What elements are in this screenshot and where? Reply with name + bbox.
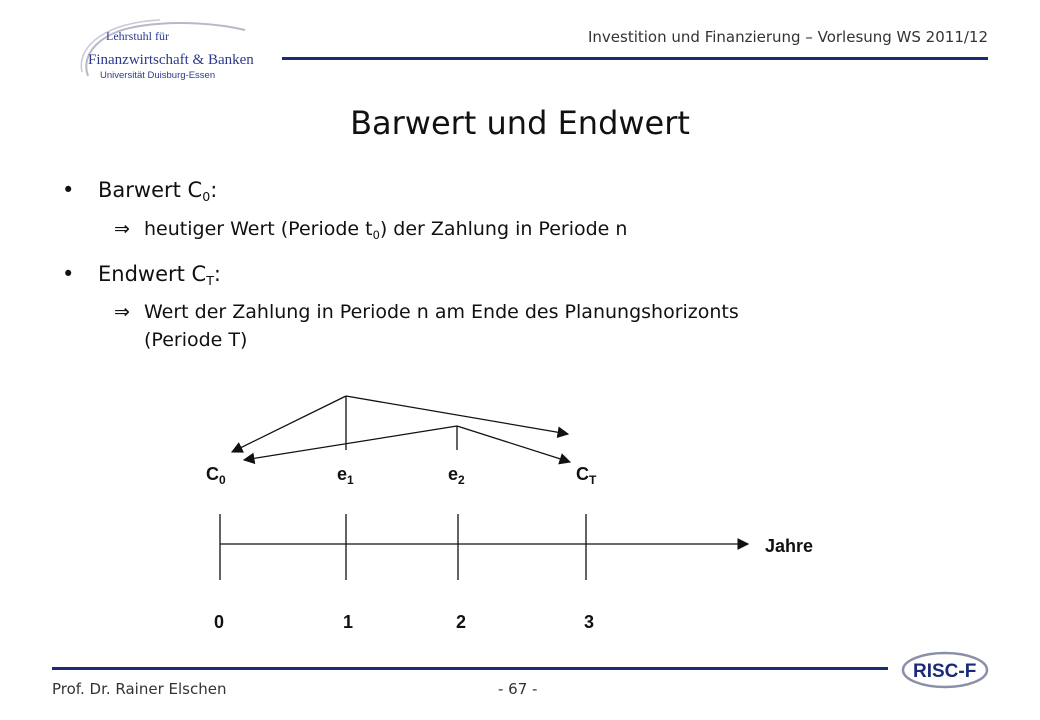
logo-line2: Finanzwirtschaft & Banken	[88, 52, 254, 68]
tick-label-1: 1	[343, 612, 354, 632]
bullet-endwert-label: Endwert C	[98, 262, 207, 286]
page-number: - 67 -	[498, 680, 538, 698]
sub-endwert-line1	[114, 301, 739, 323]
risc-f-logo	[900, 650, 990, 690]
label-ct: $C_T$	[576, 464, 597, 487]
bullet-dot-icon: •	[62, 262, 75, 286]
implies-arrow-icon: ⇒	[114, 218, 130, 240]
label-e2: $e_2$	[448, 464, 465, 487]
header-divider	[282, 57, 988, 60]
bullet-endwert-label-sub: T	[206, 273, 214, 288]
slide-title: Barwert und Endwert	[350, 104, 690, 142]
implies-arrow-icon: ⇒	[114, 301, 130, 323]
timeline-svg	[190, 390, 850, 640]
e1-to-c0-arrow	[232, 396, 346, 452]
label-c0: $C_0$	[206, 464, 226, 487]
tick-label-2: 2	[456, 612, 467, 632]
bullet-barwert-label-sub: 0	[202, 189, 211, 204]
risc-f-graphic	[900, 650, 990, 690]
risc-f-text: RISC-F	[913, 661, 977, 682]
logo-graphic	[70, 14, 280, 94]
bullet-barwert-label: Barwert C	[98, 178, 203, 202]
footer-author: Prof. Dr. Rainer Elschen	[52, 680, 227, 698]
bullet-endwert-suffix: :	[213, 262, 221, 286]
tick-label-3: 3	[584, 612, 595, 632]
bullet-barwert-suffix: :	[210, 178, 218, 202]
tick-label-0: 0	[214, 612, 225, 632]
timeline-diagram	[190, 390, 850, 640]
bullet-endwert	[62, 262, 221, 288]
footer-divider	[52, 667, 888, 670]
sub-barwert-post: ) der Zahlung in Periode n	[379, 218, 628, 240]
course-title: Investition und Finanzierung – Vorlesung WS 2011/12	[587, 28, 988, 46]
axis-label-jahre: Jahre	[765, 536, 814, 556]
bullet-dot-icon: •	[62, 178, 75, 202]
sub-barwert-pre: heutiger Wert (Periode t	[144, 218, 373, 240]
logo-line3: Universität Duisburg-Essen	[100, 70, 216, 81]
logo-line1: Lehrstuhl für	[106, 29, 169, 43]
bullet-barwert	[62, 178, 217, 204]
sub-endwert-line2: (Periode T)	[144, 329, 248, 351]
sub-barwert-sub: 0	[372, 228, 380, 242]
university-logo	[70, 14, 280, 94]
label-e1: $e_1$	[337, 464, 354, 487]
sub-barwert	[114, 218, 627, 242]
sub-endwert-text1: Wert der Zahlung in Periode n am Ende des Planungshorizonts	[144, 301, 739, 323]
